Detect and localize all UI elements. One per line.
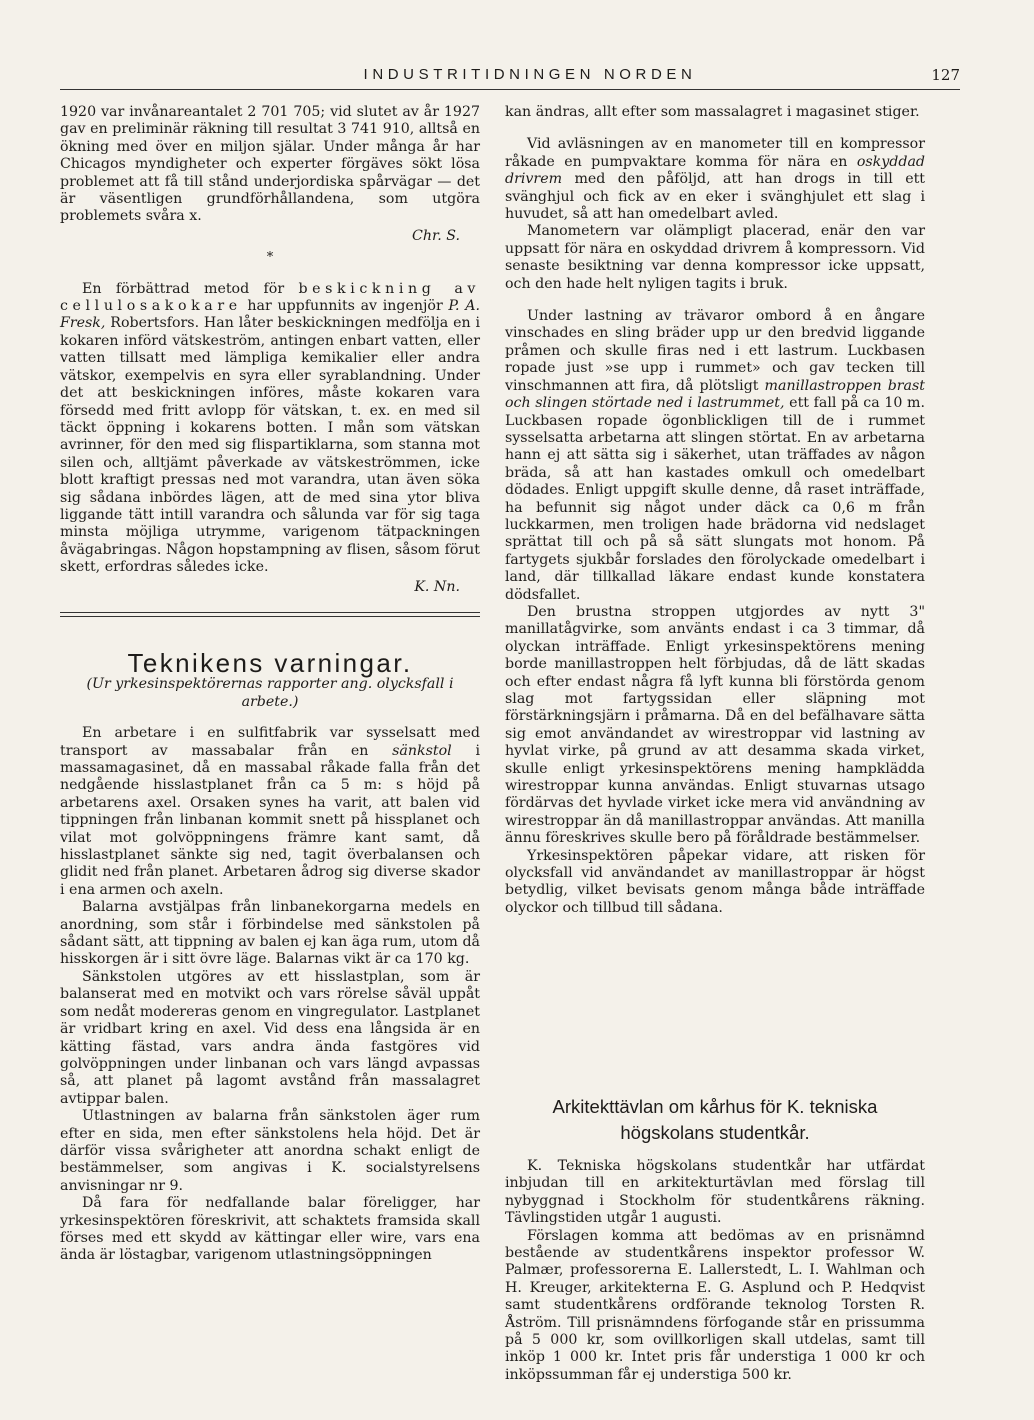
jury-paragraph: Förslagen komma att bedömas av en prisnämnd bestående av studentkårens inspektor professor W. Palmær, professorerna E. Lallerstedt, L. I. Wahlman och H. Kreuger, arkitekterna E. G. Asplund och P. Hedqvist samt studentkårens ordförande teknolog Torsten R. Åström. Till prisnämndens förfogande står en prissumma på 5 000 kr, som ovillkorligen skall utdelas, samt till inköp 1 000 kr. Intet pris får understiga 1 000 kr och inköpssumman får ej understiga 500 kr. [505,1227,925,1383]
signature-chr-s: Chr. S. [412,227,460,244]
title-line-2: högskolans studentkår. [620,1122,810,1143]
section-subtitle: (Ur yrkesinspektörernas rapporter ang. olycksfall i arbete.) [86,676,454,710]
chicago-paragraph: 1920 var invånareantalet 2 701 705; vid slutet av år 1927 gav en preliminär räkning till resultat 3 741 910, alltså en ökning med över en miljon själar. Under många år har Chicagos myndigheter och experter förgäves sökt lösa problemet att få till stånd underjordiska spårvägar — det är väsentligen grundförhållandena, som utgöra problemets svåra x. [60,104,480,225]
section-divider [60,612,480,617]
utlastningen-paragraph: Utlastningen av balarna från sänkstolen äger rum efter en sida, men efter sänkstolens hela höjd. Det är därför vissa svårigheter att anordna schakt enligt de bestämmelser, som angivas i K. socialstyrelsens anvisningar nr 9. [60,1108,480,1194]
manillastroppen-phrase: manillastroppen brast och slingen störtade ned i lastrummet, [505,377,926,412]
kokare-text-start: En förbättrad metod för [82,280,285,297]
inventor-name: P. A. Fresk, [60,298,480,332]
yrkesinspektoren-paragraph: Yrkesinspektören påpekar vidare, att risken för olycksfall vid användandet av manillastroppar är högst betydlig, vilket bevisats genom många både inträffade olyckor och tillbud till sådana. [505,847,925,916]
continuation-paragraph: kan ändras, allt efter som massalagret i magasinet stiger. [505,104,920,120]
sulfitfabrik-paragraph [60,725,480,899]
page-number: 127 [931,66,960,84]
sulfit-text-start: En arbetare i en sulfitfabrik var sysselsatt med transport av massabalar från en [60,725,480,759]
kokare-text-body: Robertsfors. Han låter beskickningen medfölja en i kokaren införd vätskeström, antingen enbart vatten, eller vatten tillsatt med lämpliga kemikalier eller andra vätskor, exempelvis en syra eller syrablandning. Under det att beskickningen införes, måste kokaren vara försedd med fritt avlopp för vätskan, t. ex. en med sil täckt öppning i kokarens botten. I mån som vätskan avrinner, för den med sig flispartiklarna, som stanna mot silen och, alltjämt påverkade av vätskeströmmen, icke blott kraftigt pressas ned mot varandra, utan även söka sig sådana inbördes lägen, att de med sina ytor bliva liggande tätt intill varandra och sålunda var för sig taga minsta möjliga utrymme, varigenom tätpackningen åvägabringas. Någon hopstampning av flisen, såsom förut skett, erfordras således icke. [60,315,480,576]
left-column [60,104,480,1265]
journal-title: INDUSTRITIDNINGEN NORDEN [363,66,697,83]
kokare-text-inventor: har uppfunnits av ingenjör [247,298,443,315]
kokare-paragraph [60,281,480,577]
manometer-paragraph [505,136,925,223]
invitation-paragraph: K. Tekniska högskolans studentkår har utfärdat inbjudan till en arkitekturtävlan med förslag till nybyggnad i Stockholm för studentkårens räkning. Tävlingstiden utgår 1 augusti. [505,1158,925,1227]
kokare-spaced-term: beskickning av cellulosakokare [60,280,480,315]
fara-paragraph: Då fara för nedfallande balar föreligger, har yrkesinspektören föreskrivit, att schaktets framsida skall förses med ett skydd av kättingar eller wire, vars ena ända är löstagbar, varigenom utlastningsöppningen [60,1195,480,1264]
page-header [60,62,960,90]
oskyddad-drivrem-term: oskyddad drivrem [505,153,925,188]
sankstol-term: sänkstol [392,742,452,759]
stroppen-paragraph: Den brustna stroppen utgjordes av nytt 3" manillatågvirke, som använts endast i ca 3 timmar, då olyckan inträffade. Enligt yrkesinspektörens mening borde manillastroppen helt förbjudas, då de lätt skadas och efter endast några få lyft kunna bli förstörda genom slag mot fartygssidan eller släpning mot förstärkningsjärn i pråmarna. Då en del befälhavare sätta sig emot användandet av wirestroppar vid lastning av hyvlat virke, på grund av att desamma skada virket, skulle enligt yrkesinspektörens mening hampklädda wirestroppar kunna användas. Enligt stuvarnas utsago fördärvas det hyvlade virket icke mera vid användning av wirestroppar än då manillastroppar användas. Att manilla ännu föreskrives skulle bero på föråldrade bestämmelser. [505,603,925,847]
spacer [505,293,925,308]
sankstolen-paragraph: Sänkstolen utgöres av ett hisslastplan, som är balanserat med en motvikt och vars rörelse såväl uppåt som nedåt modereras genom en vingregulator. Lastplanet är vridbart kring en axel. Vid dess ena långsida är en kätting fästad, vars andra ända fastgöres vid golvöppningen under linbanan och vars längd avpassas så, att planet på lagomt avstånd från massalagret avtippar balen. [60,968,480,1107]
lastning-paragraph [505,308,925,604]
spacer [505,121,925,136]
right-column [505,104,925,917]
manometer-text-start: Vid avläsningen av en manometer till en kompressor råkade en pumpvaktare komma för nära en [505,136,925,170]
section-title-arkitekttavlan [505,1094,925,1146]
header-rule [60,89,960,90]
architecture-competition-section [505,1094,925,1384]
asterisk-separator: * [266,250,274,266]
manometer-text-rest: med den påföljd, att han drogs in till ett svänghjul och fick av en eker i svänghjulet ett slag i huvudet, så att han omedelbart avled. [505,171,925,223]
balarna-paragraph: Balarna avstjälpas från linbanekorgarna medels en anordning, som står i förbindelse med sänkstolen på sådant sätt, att tippning av balen ej kan äga rum, utom då hisskorgen är i sitt övre läge. Balarnas vikt är ca 170 kg. [60,899,480,968]
title-line-1: Arkitekttävlan om kårhus för K. tekniska [552,1096,878,1117]
signature-k-nn: K. Nn. [414,578,460,595]
lastning-text-rest: ett fall på ca 10 m. Luckbasen ropade ögonblickligen till de i rummet sysselsatta arbetarna att slingen störtat. En av arbetarna hann ej att sätta sig i säkerhet, utan träffades av någon bräda, så att han kastades omkull och omedelbart dödades. Enligt uppgift skulle denne, då raset inträffade, ha befunnit sig något under däck ca 0,6 m från luckkarmen, men troligen hade brädorna vid nedslaget sprättat till och på så sätt slungats mot honom. På fartygets sjukbår forslades den förolyckade omedelbart i land, där tillkallad läkare endast kunde konstatera dödsfallet. [505,395,925,603]
manometern-placement-paragraph: Manometern var olämpligt placerad, enär den var uppsatt för nära en oskyddad drivrem å kompressorn. Vid senaste besiktning var denna kompressor icke uppsatt, och den hade helt nyligen tagits i bruk. [505,223,925,292]
lastning-text-start: Under lastning av trävaror ombord å en ångare vinschades en sling bräder upp ur den bredvid liggande pråmen och skulle firas ned i ett lastrum. Luckbasen ropade just »se upp i rummet» och gav tecken till vinschmannen att fira, då plötsligt [505,308,925,394]
sulfit-text-rest: i massamagasinet, då en massabal råkade falla från det nedgående hisslastplanet från ca 5 m: s höjd på arbetarens axel. Orsaken synes ha varit, att balen vid tippningen från linbanan kommit snett på hissplanet och vilat mot golvöppningens främre kant samt, då hisslastplanet sänkte sig ned, tagit överbalansen och glidit ned från planet. Arbetaren ådrog sig diverse skador i ena armen och axeln. [60,742,480,898]
section-title-teknikens-varningar: Teknikens varningar. [127,647,413,678]
